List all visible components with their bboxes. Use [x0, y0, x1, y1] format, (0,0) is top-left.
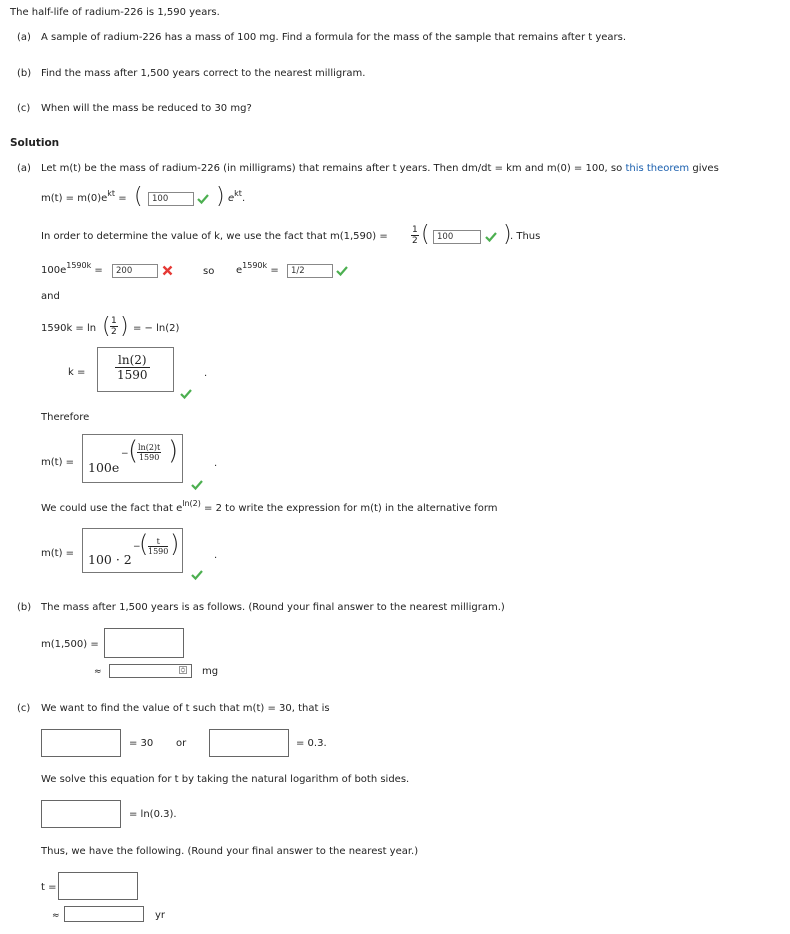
k-fraction: $\frac{\ln(2)}{1590}$: [115, 353, 150, 383]
t-answer-input[interactable]: [58, 872, 138, 900]
right-paren: ): [216, 184, 225, 209]
m1500-answer-input[interactable]: [104, 628, 184, 658]
solution-a-text: Let m(t) be the mass of radium-226 (in milligrams) that remains after t years. Then dm/dt = km and m(0) = 100, so this theorem gives: [41, 163, 719, 174]
part-b-text: Find the mass after 1,500 years correct to the nearest milligram.: [41, 68, 366, 79]
part-a-text: A sample of radium-226 has a mass of 100 mg. Find a formula for the mass of the sample that remains after t years.: [41, 32, 627, 43]
or-text: or: [176, 738, 187, 749]
thus-text: . Thus: [510, 231, 541, 242]
left-paren: (: [102, 314, 111, 339]
left-paren: (: [134, 184, 143, 209]
check-icon: [336, 265, 348, 277]
half-value-box[interactable]: 1/2: [287, 264, 333, 278]
right-paren: ): [120, 314, 129, 339]
left-paren: (: [139, 530, 149, 558]
mt2-exponent-fraction: $\frac{t}{1590}$: [148, 537, 169, 556]
mg-unit: mg: [202, 666, 219, 677]
part-b-label: (b): [17, 68, 32, 79]
eq-30-text: = 30: [129, 738, 154, 749]
ln03-text: = ln(0.3).: [129, 809, 177, 820]
solution-heading: Solution: [10, 137, 60, 149]
t-rounded-input[interactable]: [64, 906, 144, 922]
left-paren: (: [421, 222, 430, 247]
ekt-term: $e^{kt}$.: [228, 189, 246, 204]
period: .: [204, 368, 208, 379]
e-1590k: $e^{1590k}$ =: [236, 261, 279, 276]
so-text: so: [203, 266, 215, 277]
eq-03-text: = 0.3.: [296, 738, 327, 749]
period: .: [214, 550, 218, 561]
right-paren: ): [503, 222, 512, 247]
equation-03-input[interactable]: [209, 729, 289, 757]
one-half-fraction: $\frac{1}{2}$: [412, 225, 418, 246]
ln-equation-input[interactable]: [41, 800, 121, 828]
in-order-text: In order to determine the value of k, we use the fact that m(1,590) =: [41, 231, 388, 242]
problem-intro: The half-life of radium-226 is 1,590 years.: [10, 7, 220, 18]
ln-equation-rhs: = − ln(2): [133, 323, 180, 334]
yr-unit: yr: [155, 910, 166, 921]
t-equals: t =: [41, 882, 57, 893]
mt-equals: m(t) =: [41, 457, 75, 468]
mt2-base: 100 · 2: [88, 552, 132, 567]
alternative-form-text: We could use the fact that $e^{ln(2)} = 2$ to write the expression for m(t) in the alternative form: [41, 499, 498, 514]
solution-b-label: (b): [17, 602, 32, 613]
solution-c-text: We want to find the value of t such that m(t) = 30, that is: [41, 703, 330, 714]
solution-a-label: (a): [17, 163, 31, 174]
check-icon: [191, 569, 203, 581]
left-paren: (: [128, 436, 139, 466]
eq-100e: $100e^{1590k}$ =: [41, 261, 103, 276]
m1500-equals: m(1,500) =: [41, 639, 99, 650]
spinner-icon[interactable]: [179, 666, 187, 674]
mt-equation: $m(t) = m(0)e^{kt}$ =: [41, 189, 127, 204]
wrong-answer-box[interactable]: 200: [112, 264, 158, 278]
period: .: [214, 458, 218, 469]
check-icon: [197, 193, 209, 205]
solve-text: We solve this equation for t by taking the natural logarithm of both sides.: [41, 774, 410, 785]
mt-base: 100e: [88, 460, 120, 475]
ln-equation-lhs: 1590k = ln: [41, 323, 97, 334]
approx-symbol: ≈: [52, 911, 60, 921]
half-answer-box[interactable]: 100: [433, 230, 481, 244]
ln-half-fraction: $\frac{1}{2}$: [111, 316, 117, 337]
right-paren: ): [168, 436, 179, 466]
and-text: and: [41, 291, 60, 302]
thus-follow-text: Thus, we have the following. (Round your final answer to the nearest year.): [41, 846, 419, 857]
check-icon: [191, 479, 203, 491]
minus-sign: −: [133, 542, 141, 552]
mt2-equals: m(t) =: [41, 548, 75, 559]
part-a-label: (a): [17, 32, 31, 43]
cross-icon: [162, 265, 173, 276]
right-paren: ): [170, 530, 180, 558]
mt-exponent-fraction: $\frac{\ln(2)t}{1590}$: [138, 443, 161, 462]
minus-sign: −: [121, 449, 129, 459]
part-c-text: When will the mass be reduced to 30 mg?: [41, 103, 252, 114]
solution-c-label: (c): [17, 703, 31, 714]
m0-answer-box[interactable]: 100: [148, 192, 194, 206]
k-equals: k =: [68, 367, 86, 378]
equation-30-input[interactable]: [41, 729, 121, 757]
check-icon: [485, 231, 497, 243]
approx-symbol: ≈: [94, 667, 102, 677]
solution-b-text: The mass after 1,500 years is as follows. (Round your final answer to the nearest milligram.): [41, 602, 505, 613]
check-icon: [180, 388, 192, 400]
theorem-link[interactable]: this theorem: [625, 163, 690, 174]
part-c-label: (c): [17, 103, 31, 114]
therefore-text: Therefore: [41, 412, 90, 423]
